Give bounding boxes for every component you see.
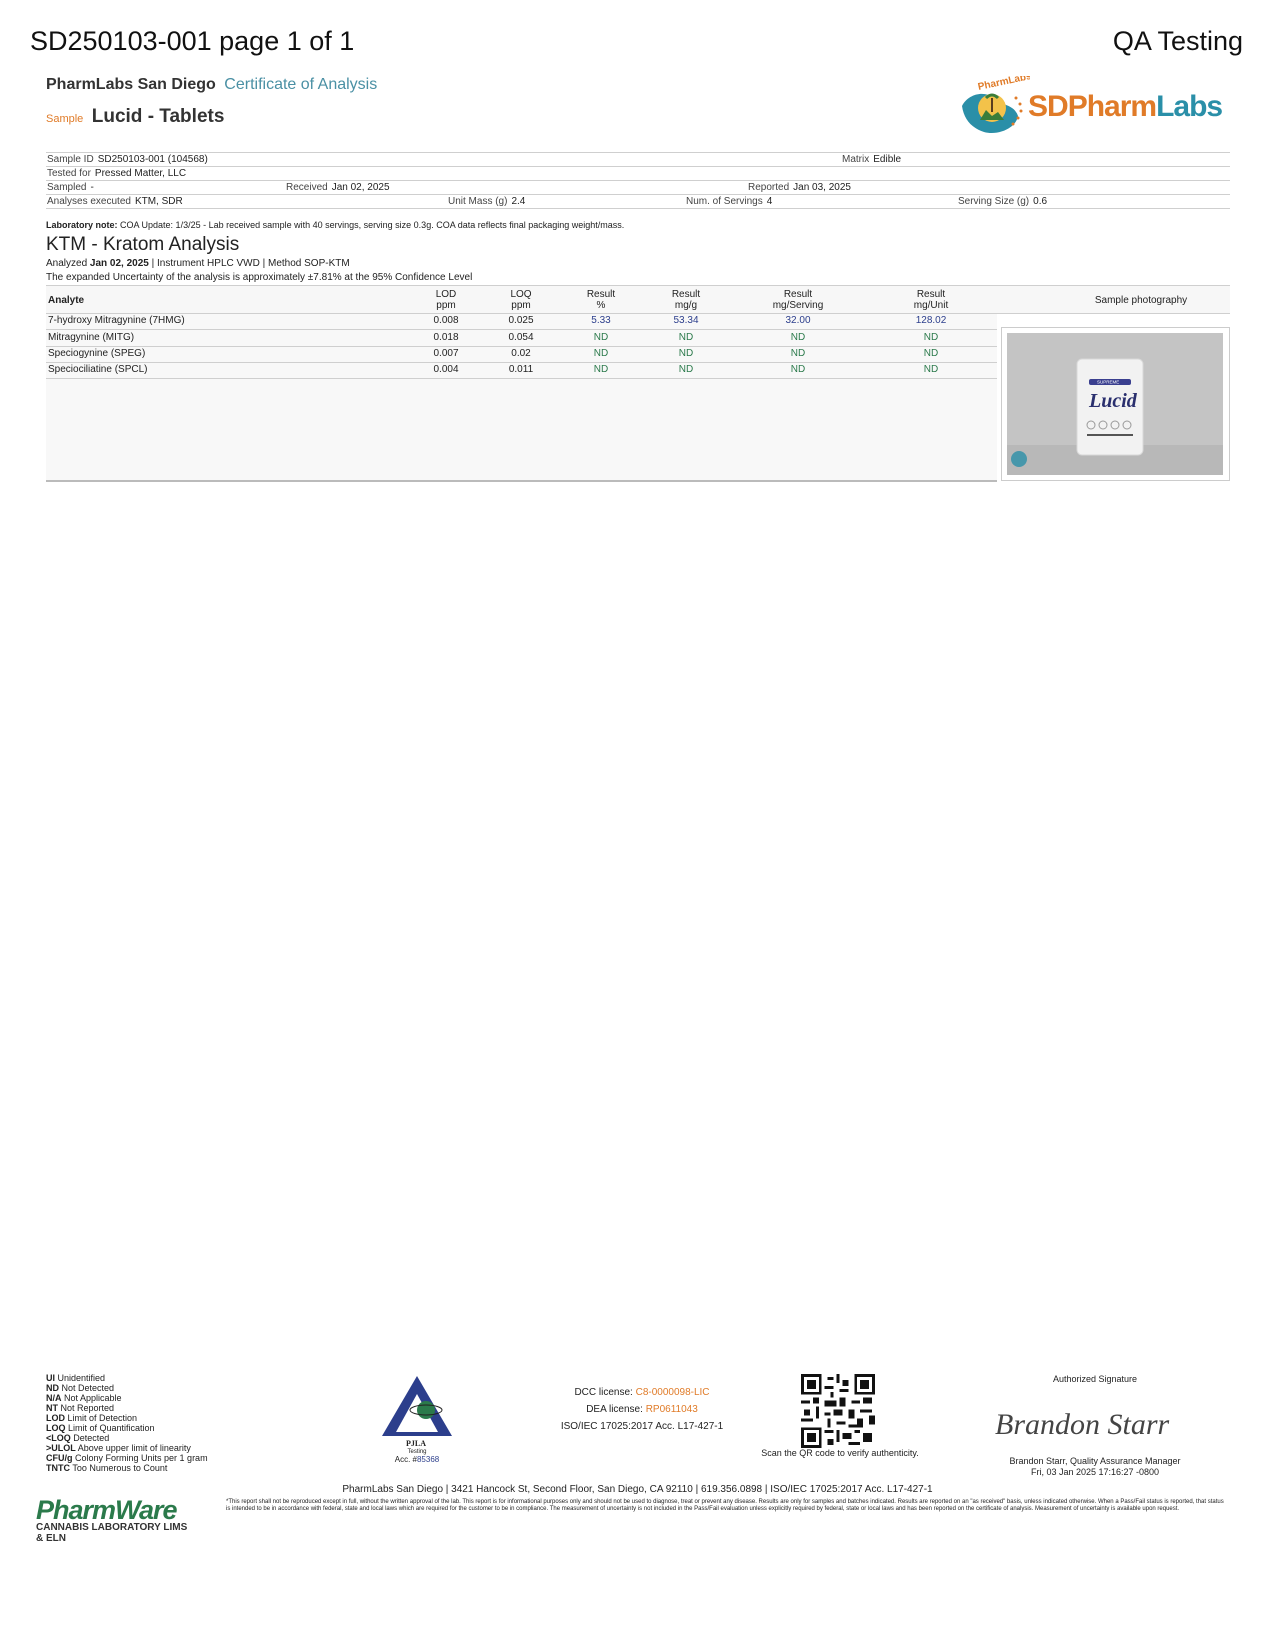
table-bottom-rule [46, 480, 997, 482]
received-date: Jan 02, 2025 [331, 182, 390, 193]
doc-category: QA Testing [1112, 26, 1243, 56]
pharmware-logo: PharmWare CANNABIS LABORATORY LIMS & ELN [36, 1495, 188, 1544]
info-row-1: Sample ID SD250103-001 (104568) Matrix Edible [46, 152, 1230, 166]
col-serving: Result mg/Serving [772, 289, 824, 311]
col-photo: Sample photography [1094, 295, 1188, 306]
pjla-triangle-icon [380, 1374, 454, 1448]
sample-photo[interactable] [1001, 327, 1230, 481]
info-row-2: Tested for Pressed Matter, LLC [46, 166, 1230, 180]
analysis-meta: Analyzed Jan 02, 2025 | Instrument HPLC VWD | Method SOP-KTM [46, 258, 350, 269]
sample-heading [46, 106, 224, 128]
lab-heading [46, 76, 377, 94]
lab-note: Laboratory note: COA Update: 1/3/25 - Lab received sample with 40 servings, serving size 0.3g. COA data reflects final packaging weight/mass. [46, 220, 625, 230]
lab-address: PharmLabs San Diego | 3421 Hancock St, Second Floor, San Diego, CA 92110 | 619.356.0898 | ISO/IEC 17025:2017 Acc. L17-427-1 [342, 1484, 933, 1495]
svg-text:PJLA: PJLA [406, 1439, 426, 1448]
svg-text:PharmLabs: PharmLabs [976, 76, 1030, 93]
sample-tag: Sample [46, 113, 84, 125]
table-row: Speciociliatine (SPCL) 0.004 0.011 ND ND ND ND [46, 362, 997, 379]
col-loq: LOQ ppm [510, 289, 532, 311]
legal-disclaimer: *This report shall not be reproduced except in full, without the written approval of the lab. This report is for informational purposes only and should not be used to diagnose, treat or prevent any disease. Results are only for samples and batches indicated. Results are reported on an "as received" basis, unless indicated otherwise. When a Pass/Fail status is reported, that status is intended to be in accordance with federal, state and local laws which are required for the customer to be in compliance. The measurement of uncertainty is not included in the Pass/Fail evaluation unless explicitly required by federal, state or local laws and has been reported on the certificate of analysis. Measurement of uncertainty is available upon request. [226, 1499, 1224, 1512]
section-title: KTM - Kratom Analysis [46, 234, 240, 255]
signature-title: Authorized Signature [1052, 1374, 1138, 1384]
dcc-license: C8-0000098-LIC [635, 1387, 710, 1398]
info-row-3: Sampled - Received Jan 02, 2025 Reported Jan 03, 2025 [46, 180, 1230, 194]
abbreviation-legend: UI Unidentified ND Not Detected N/A Not Applicable NT Not Reported LOD Limit of Detection LOQ Limit of Quantification <LOQ Detected >ULOL Above upper limit of linearity CFU/g Colony Forming Units per 1 gram TNTC Too Numerous to Count [46, 1373, 208, 1473]
table-row: Speciogynine (SPEG) 0.007 0.02 ND ND ND ND [46, 346, 997, 363]
license-info: DCC license: C8-0000098-LIC DEA license: RP0611043 ISO/IEC 17025:2017 Acc. L17-427-1 [560, 1387, 724, 1432]
signatory: Brandon Starr, Quality Assurance Manager Fri, 03 Jan 2025 17:16:27 -0800 [1009, 1456, 1181, 1477]
dea-license: RP0611043 [645, 1404, 698, 1415]
uncertainty-note: The expanded Uncertainty of the analysis is approximately ±7.81% at the 95% Confidence Level [46, 272, 473, 283]
qr-caption: Scan the QR code to verify authenticity. [761, 1448, 919, 1458]
sample-photo-image [1007, 333, 1223, 475]
logo-wordmark: SDPharmLabs [1028, 90, 1223, 123]
matrix: Edible [873, 154, 902, 165]
sdpharmlabs-logo [958, 76, 1230, 140]
table-row: Mitragynine (MITG) 0.018 0.054 ND ND ND ND [46, 330, 997, 347]
col-unit: Result mg/Unit [913, 289, 949, 311]
pjla-accreditation-logo: PJLA Testing Acc. #85368 [380, 1374, 454, 1464]
table-header [46, 285, 1230, 314]
info-row-4: Analyses executed KTM, SDR Unit Mass (g) 2.4 Num. of Servings 4 Serving Size (g) 0.6 [46, 194, 1230, 209]
svg-text:Lucid: Lucid [1089, 390, 1137, 412]
verification-qr-code[interactable] [801, 1374, 875, 1448]
lab-name: PharmLabs San Diego [46, 76, 216, 93]
table-row: 7-hydroxy Mitragynine (7HMG) 0.008 0.025 5.33 53.34 32.00 128.02 [46, 313, 997, 330]
col-mgg: Result mg/g [671, 289, 701, 311]
logo-emblem-icon [958, 76, 1030, 140]
handwritten-signature [985, 1398, 1205, 1448]
sample-id: SD250103-001 (104568) [97, 154, 208, 165]
reported-date: Jan 03, 2025 [793, 182, 851, 193]
page-id: SD250103-001 page 1 of 1 [30, 26, 355, 56]
tested-for: Pressed Matter, LLC [94, 168, 187, 179]
svg-text:SUPREME: SUPREME [1097, 379, 1120, 385]
col-analyte: Analyte [48, 295, 85, 306]
sample-name: Lucid - Tablets [91, 106, 225, 127]
svg-text:Brandon Starr: Brandon Starr [995, 1408, 1170, 1441]
col-lod: LOD ppm [435, 289, 457, 311]
col-pct: Result % [586, 289, 616, 311]
doc-type: Certificate of Analysis [224, 76, 378, 93]
